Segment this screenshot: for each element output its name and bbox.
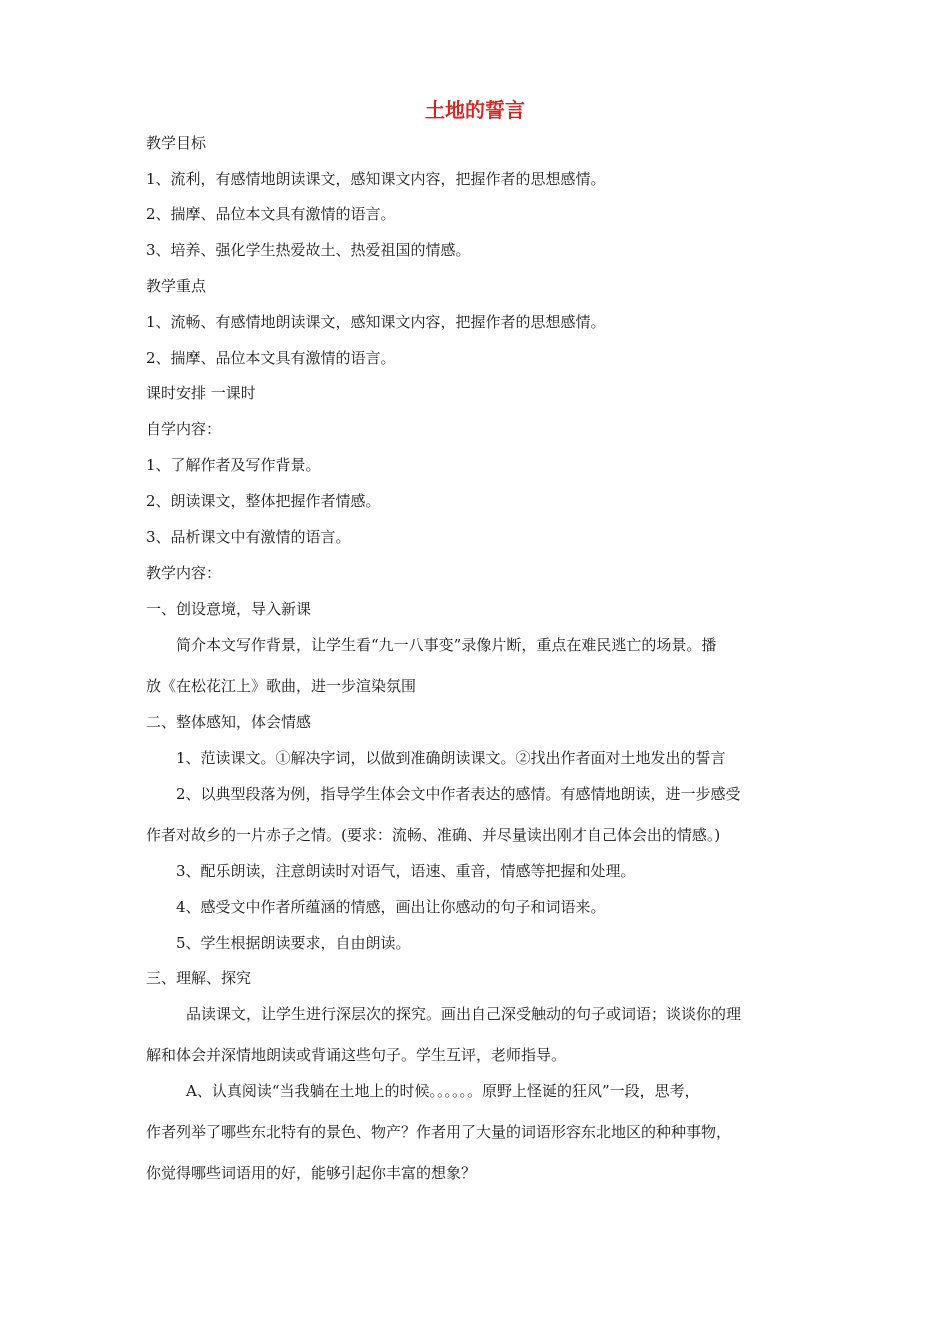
- document-title: 土地的誓言: [425, 98, 525, 122]
- heading-self-study: 自学内容：: [146, 420, 222, 438]
- self-study-item-2: 2、朗读课文，整体把握作者情感。: [146, 492, 381, 510]
- section-2-heading: 二、整体感知，体会情感: [146, 713, 312, 731]
- question-a-line-1: A、认真阅读“当我躺在土地上的时候。。。。。。原野上怪诞的狂风”一段，思考，: [186, 1082, 700, 1100]
- section-2-item-4: 4、感受文中作者所蕴涵的情感，画出让你感动的句子和词语来。: [176, 898, 606, 916]
- section-3-paragraph-line-2: 解和体会并深情地朗读或背诵这些句子。学生互评，老师指导。: [146, 1046, 567, 1064]
- section-3-heading: 三、理解、探究: [146, 969, 252, 987]
- question-a-line-2: 作者列举了哪些东北特有的景色、物产？作者用了大量的词语形容东北地区的种种事物，: [146, 1123, 732, 1141]
- objective-item-2: 2、揣摩、品位本文具有激情的语言。: [146, 205, 396, 223]
- section-1-paragraph-line-2: 放《在松花江上》歌曲，进一步渲染氛围: [146, 677, 417, 695]
- section-2-item-2-line-1: 2、以典型段落为例，指导学生体会文中作者表达的感情。有感情地朗读，进一步感受: [176, 785, 741, 803]
- question-a-line-3: 你觉得哪些词语用的好，能够引起你丰富的想象？: [146, 1164, 477, 1182]
- heading-teaching-objectives: 教学目标: [146, 134, 207, 152]
- section-3-paragraph-line-1: 品读课文，让学生进行深层次的探究。画出自己深受触动的句子或词语；谈谈你的理: [186, 1005, 742, 1023]
- section-1-paragraph-line-1: 简介本文写作背景，让学生看“九一八事变”录像片断，重点在难民逃亡的场景。播: [176, 636, 717, 654]
- objective-item-1: 1、流利，有感情地朗读课文，感知课文内容，把握作者的思想感情。: [146, 170, 606, 188]
- heading-teaching-focus: 教学重点: [146, 277, 207, 295]
- section-2-item-5: 5、学生根据朗读要求，自由朗读。: [176, 934, 411, 952]
- lesson-schedule: 课时安排 一课时: [146, 384, 256, 402]
- focus-item-2: 2、揣摩、品位本文具有激情的语言。: [146, 349, 396, 367]
- self-study-item-3: 3、品析课文中有激情的语言。: [146, 528, 351, 546]
- objective-item-3: 3、培养、强化学生热爱故土、热爱祖国的情感。: [146, 241, 471, 259]
- section-2-item-3: 3、配乐朗读，注意朗读时对语气，语速、重音，情感等把握和处理。: [176, 862, 636, 880]
- section-2-item-2-line-2: 作者对故乡的一片赤子之情。(要求：流畅、准确、并尽量读出刚才自己体会出的情感。): [146, 826, 721, 844]
- heading-teaching-content: 教学内容：: [146, 564, 222, 582]
- section-2-item-1: 1、范读课文。①解决字词，以做到准确朗读课文。②找出作者面对土地发出的誓言: [176, 749, 726, 767]
- section-1-heading: 一、创设意境，导入新课: [146, 600, 312, 618]
- self-study-item-1: 1、了解作者及写作背景。: [146, 456, 321, 474]
- focus-item-1: 1、流畅、有感情地朗读课文，感知课文内容，把握作者的思想感情。: [146, 313, 606, 331]
